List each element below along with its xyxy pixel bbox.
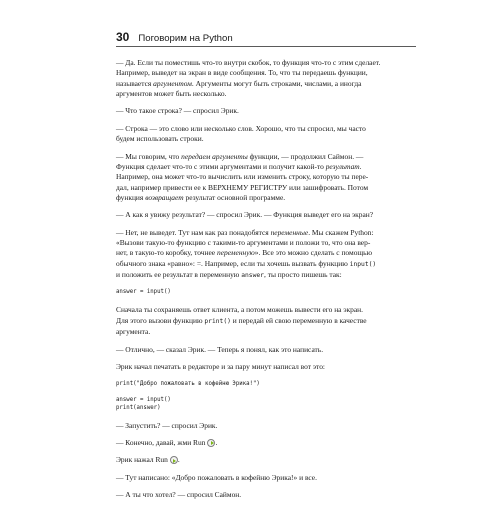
text-line: аргументов может быть несколько. bbox=[116, 88, 227, 98]
paragraph-run-question bbox=[116, 421, 416, 431]
text-line: Эрик нажал Run . bbox=[116, 455, 180, 465]
text-line: — Запустить? — спросил Эрик. bbox=[116, 420, 218, 430]
header-rule bbox=[116, 46, 416, 47]
text-line: — Отлично, — сказал Эрик. — Теперь я понял, как это написать. bbox=[116, 344, 324, 354]
text-line: Например, она может что-то вычислить или изменить строку, которую ты пере- bbox=[116, 172, 369, 182]
text-line: — Да. Если ты поместишь что-то внутри скобок, то функция что-то с этим сделает. bbox=[116, 58, 381, 67]
term-emphasis: возвращает bbox=[145, 192, 184, 202]
text-line: — Строка — это слово или несколько слов. Хорошо, что ты спросил, мы часто bbox=[116, 123, 366, 133]
paragraph-what-did-you-want bbox=[116, 490, 416, 500]
paragraph-output bbox=[116, 473, 416, 483]
text-line: обычного знака «равно»: =. Например, если ты хочешь вызвать функцию input() bbox=[116, 258, 377, 268]
paragraph-variables bbox=[116, 228, 416, 281]
text-line: Для этого вызови функцию print() и передай ей свою переменную в качестве bbox=[116, 315, 367, 325]
text-line: функция возвращает результат основной программе. bbox=[116, 192, 286, 202]
code-block-answer bbox=[116, 288, 416, 296]
term-emphasis: аргументом bbox=[153, 78, 192, 88]
paragraph-question-string bbox=[116, 106, 416, 116]
page-body bbox=[116, 58, 416, 508]
text-line: — Нет, не выведет. Тут нам как раз понадобятся переменные. Мы скажем Python: bbox=[116, 227, 374, 237]
paragraph-passing-arguments bbox=[116, 152, 416, 203]
term-emphasis: переменную bbox=[216, 248, 255, 258]
term-emphasis: передаем аргументы bbox=[181, 151, 248, 161]
code-line: print("Добро пожаловать в кофейню Эрика!") bbox=[116, 380, 260, 387]
page-header bbox=[116, 30, 233, 44]
text-line: Например, выведет на экран в виде сообщения. То, что ты передаешь функции, bbox=[116, 68, 368, 78]
paragraph-arguments bbox=[116, 58, 416, 99]
text-line: Эрик начал печатать в редакторе и за пару минут написал вот это: bbox=[116, 362, 325, 372]
run-play-icon bbox=[170, 456, 178, 464]
paragraph-press-run bbox=[116, 438, 416, 448]
paragraph-question-result bbox=[116, 210, 416, 220]
text-line: и положить ее результат в переменную answer, ты просто пишешь так: bbox=[116, 269, 342, 279]
inline-code: print() bbox=[204, 317, 231, 325]
text-line: — А как я увижу результат? — спросил Эрик. — Функция выведет его на экран? bbox=[116, 210, 374, 220]
text-line: — Конечно, давай, жми Run . bbox=[116, 438, 218, 447]
text-line: будем использовать строки. bbox=[116, 134, 204, 144]
code-block-program bbox=[116, 380, 416, 412]
text-line: аргумента. bbox=[116, 327, 151, 337]
text-line: нет, в такую-то коробку, точнее переменную». Все это можно сделать с помощью bbox=[116, 248, 373, 258]
code-line: answer = input() bbox=[116, 289, 171, 296]
text-line: — Тут написано: «Добро пожаловать в кофейню Эрика!» и все. bbox=[116, 472, 317, 482]
run-play-icon bbox=[207, 439, 215, 447]
text-line: дал, например привести ее к ВЕРХНЕМУ РЕГИСТРУ или зашифровать. Потом bbox=[116, 182, 369, 192]
paragraph-understood bbox=[116, 345, 416, 355]
paragraph-pressed-run bbox=[116, 455, 416, 465]
term-emphasis: переменные bbox=[270, 227, 309, 237]
paragraph-print-answer bbox=[116, 305, 416, 337]
text-line: — Мы говорим, что передаем аргументы функции, — продолжил Саймон. — bbox=[116, 151, 364, 161]
code-line: answer = input() bbox=[116, 396, 171, 403]
text-line: называется аргументом. Аргументы могут быть строками, числами, а иногда bbox=[116, 78, 362, 88]
inline-code: answer bbox=[241, 271, 264, 279]
term-emphasis: результат bbox=[325, 161, 360, 171]
paragraph-started-typing bbox=[116, 362, 416, 372]
text-line: Сначала ты сохраняешь ответ клиента, а потом можешь вывести его на экран. bbox=[116, 305, 364, 315]
text-line: «Вызови такую-то функцию с такими-то аргументами и положи то, что она вер- bbox=[116, 238, 371, 248]
inline-code: input() bbox=[349, 260, 377, 268]
paragraph-string-definition bbox=[116, 124, 416, 145]
page-number: 30 bbox=[116, 30, 130, 44]
book-title: Поговорим на Python bbox=[138, 33, 233, 44]
text-line: — Что такое строка? — спросил Эрик. bbox=[116, 106, 239, 116]
code-line-blank bbox=[116, 388, 416, 396]
text-line: — А ты что хотел? — спросил Саймон. bbox=[116, 490, 242, 500]
text-line: Функция сделает что-то с этими аргументами и получит какой-то результат. bbox=[116, 161, 362, 171]
code-line: print(answer) bbox=[116, 404, 161, 411]
